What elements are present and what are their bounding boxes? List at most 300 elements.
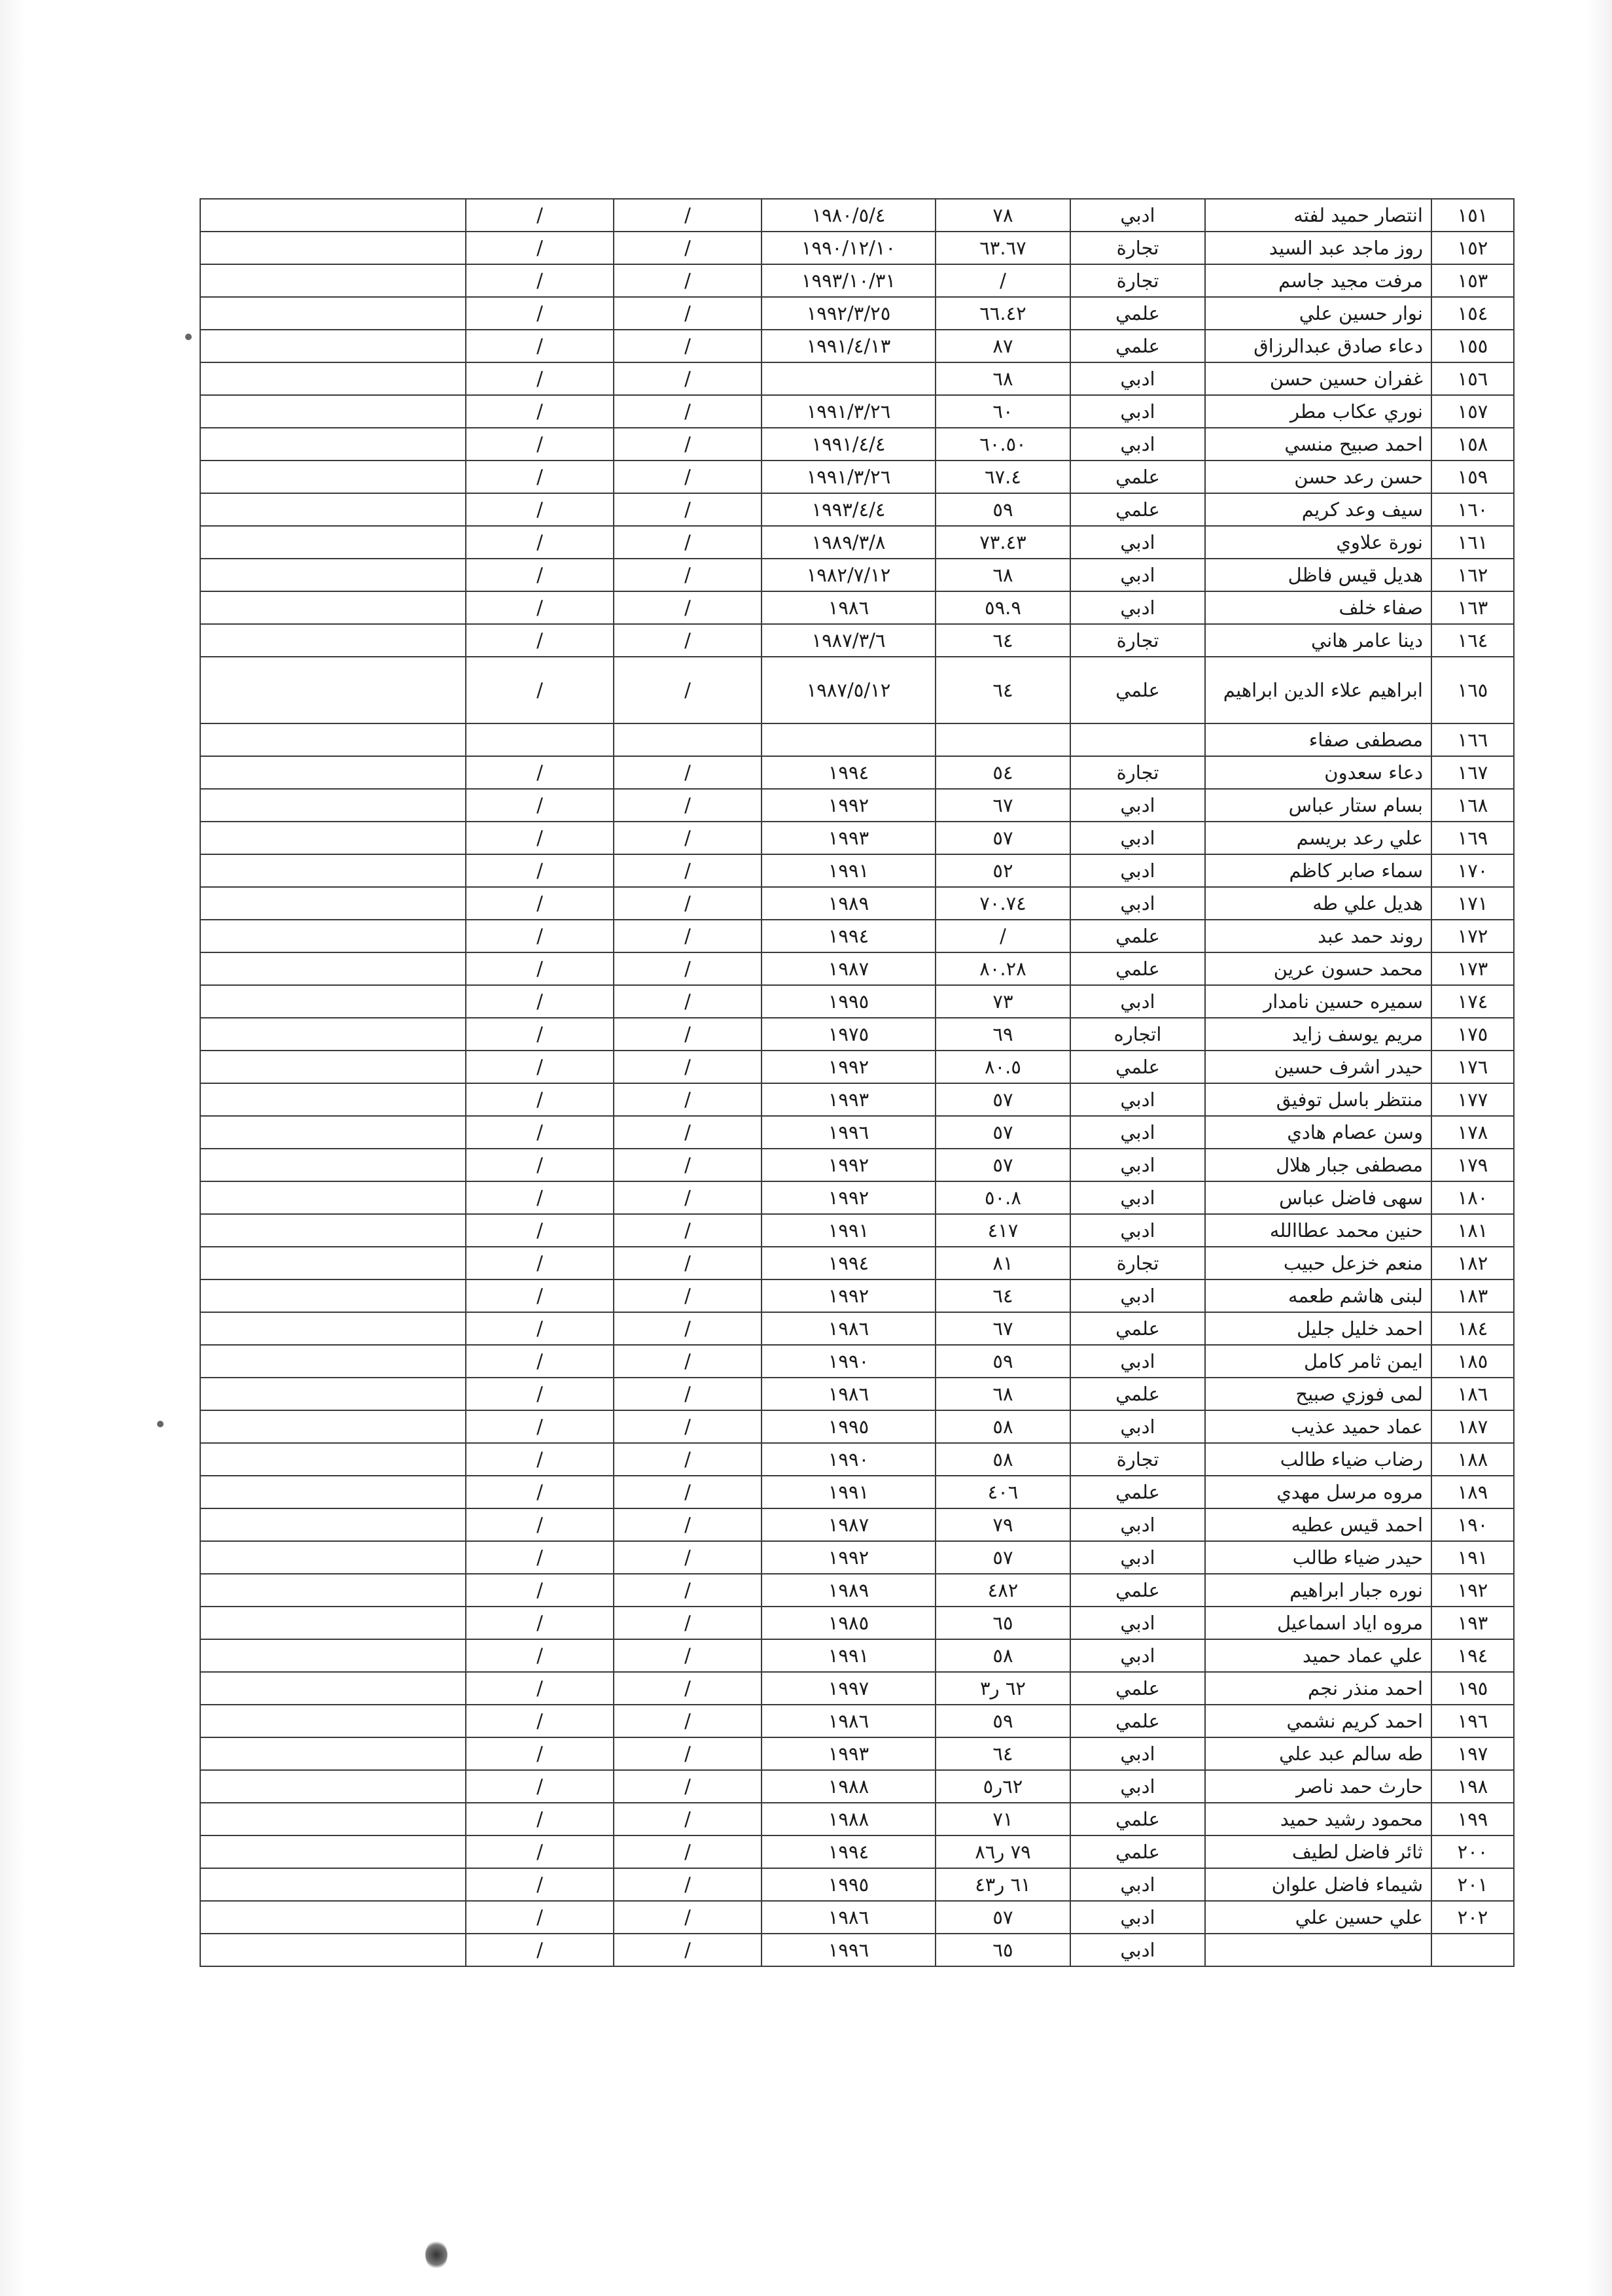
table-row — [200, 1345, 1514, 1378]
table-row — [200, 1083, 1514, 1116]
cell-empty — [200, 854, 466, 887]
cell-empty — [200, 297, 466, 330]
cell-grade: ٥٤ — [936, 756, 1070, 789]
cell-empty — [200, 1247, 466, 1279]
cell-grade: ٦٨ — [936, 559, 1070, 591]
cell-branch: ادبي — [1070, 1541, 1205, 1574]
cell-s1: / — [614, 1116, 762, 1149]
cell-s2: / — [466, 985, 614, 1018]
cell-name: سماء صابر كاظم — [1205, 854, 1431, 887]
cell-no: ١٧٨ — [1431, 1116, 1514, 1149]
cell-date: ١٩٨٧ — [762, 952, 936, 985]
cell-no: ١٦٦ — [1431, 723, 1514, 756]
cell-date — [762, 362, 936, 395]
cell-s2: / — [466, 1345, 614, 1378]
cell-s1: / — [614, 526, 762, 559]
table-row — [200, 591, 1514, 624]
cell-branch: ادبي — [1070, 1083, 1205, 1116]
cell-grade: ٥٧ — [936, 1541, 1070, 1574]
cell-branch: علمي — [1070, 952, 1205, 985]
cell-empty — [200, 1835, 466, 1868]
cell-name: دينا عامر هاني — [1205, 624, 1431, 657]
cell-empty — [200, 789, 466, 822]
cell-name: ثائر فاضل لطيف — [1205, 1835, 1431, 1868]
cell-name: احمد صبيح منسي — [1205, 428, 1431, 461]
table-row — [200, 1476, 1514, 1508]
cell-no: ١٩٣ — [1431, 1607, 1514, 1639]
cell-s1: / — [614, 1149, 762, 1181]
cell-branch: ادبي — [1070, 1410, 1205, 1443]
cell-no: ١٨٠ — [1431, 1181, 1514, 1214]
cell-s1: / — [614, 1770, 762, 1803]
table-row — [200, 723, 1514, 756]
cell-date: ١٩٨٦ — [762, 1312, 936, 1345]
cell-grade: ٦٤ — [936, 1737, 1070, 1770]
cell-grade: ٥٠.٨ — [936, 1181, 1070, 1214]
cell-no: ١٧٢ — [1431, 920, 1514, 952]
cell-no: ١٧٣ — [1431, 952, 1514, 985]
cell-grade: ٤٨٢ — [936, 1574, 1070, 1607]
cell-s2: / — [466, 1476, 614, 1508]
cell-date: ١٩٩٣ — [762, 1737, 936, 1770]
cell-s2: / — [466, 1574, 614, 1607]
cell-branch: علمي — [1070, 920, 1205, 952]
cell-no: ١٥٥ — [1431, 330, 1514, 362]
cell-grade: ٨٠.٥ — [936, 1051, 1070, 1083]
cell-date: ١٩٩١ — [762, 1476, 936, 1508]
cell-name: هديل علي طه — [1205, 887, 1431, 920]
table-row — [200, 559, 1514, 591]
cell-no: ١٧٦ — [1431, 1051, 1514, 1083]
cell-empty — [200, 1607, 466, 1639]
table-row — [200, 952, 1514, 985]
cell-empty — [200, 1083, 466, 1116]
cell-grade: ٨١ — [936, 1247, 1070, 1279]
cell-branch: ادبي — [1070, 199, 1205, 232]
cell-s2: / — [466, 1541, 614, 1574]
cell-branch — [1070, 723, 1205, 756]
cell-date: ١٩٩٥ — [762, 985, 936, 1018]
cell-name: حارث حمد ناصر — [1205, 1770, 1431, 1803]
cell-empty — [200, 1705, 466, 1737]
cell-name: روند حمد عبد — [1205, 920, 1431, 952]
cell-date: ١٩٩١/٣/٢٦ — [762, 461, 936, 493]
cell-s2: / — [466, 1083, 614, 1116]
cell-no: ١٦٢ — [1431, 559, 1514, 591]
cell-empty — [200, 756, 466, 789]
cell-branch: ادبي — [1070, 526, 1205, 559]
cell-empty — [200, 723, 466, 756]
cell-date: ١٩٩١ — [762, 1214, 936, 1247]
cell-no: ١٩٨ — [1431, 1770, 1514, 1803]
cell-s2: / — [466, 854, 614, 887]
cell-empty — [200, 493, 466, 526]
cell-date: ١٩٩١/٤/١٣ — [762, 330, 936, 362]
cell-no: ١٩٦ — [1431, 1705, 1514, 1737]
cell-grade: ٦٠ — [936, 395, 1070, 428]
table-row — [200, 1803, 1514, 1835]
cell-s1: / — [614, 1410, 762, 1443]
cell-s1: / — [614, 1639, 762, 1672]
cell-grade: ٧٣ — [936, 985, 1070, 1018]
table-row — [200, 1574, 1514, 1607]
cell-empty — [200, 1541, 466, 1574]
cell-empty — [200, 624, 466, 657]
cell-date: ١٩٩٠ — [762, 1345, 936, 1378]
cell-s2: / — [466, 395, 614, 428]
student-records-table-container — [200, 198, 1488, 2141]
cell-no: ١٨٩ — [1431, 1476, 1514, 1508]
cell-grade: ٥٩.٩ — [936, 591, 1070, 624]
cell-name: دعاء سعدون — [1205, 756, 1431, 789]
cell-name: روز ماجد عبد السيد — [1205, 232, 1431, 264]
cell-empty — [200, 1508, 466, 1541]
cell-grade: ٧٩ ر٨٦ — [936, 1835, 1070, 1868]
cell-name: هديل قيس فاظل — [1205, 559, 1431, 591]
cell-date: ١٩٩٢ — [762, 1051, 936, 1083]
cell-branch: علمي — [1070, 330, 1205, 362]
cell-name: نورة علاوي — [1205, 526, 1431, 559]
cell-branch: علمي — [1070, 297, 1205, 330]
cell-s2: / — [466, 1737, 614, 1770]
cell-branch: ادبي — [1070, 887, 1205, 920]
cell-name: علي رعد بريسم — [1205, 822, 1431, 854]
cell-name: سيف وعد كريم — [1205, 493, 1431, 526]
cell-name: حنين محمد عطاالله — [1205, 1214, 1431, 1247]
cell-name: احمد قيس عطيه — [1205, 1508, 1431, 1541]
cell-grade: ٥٩ — [936, 1345, 1070, 1378]
cell-date: ١٩٨٩ — [762, 1574, 936, 1607]
cell-branch: ادبي — [1070, 985, 1205, 1018]
cell-empty — [200, 1737, 466, 1770]
cell-name: احمد خليل جليل — [1205, 1312, 1431, 1345]
cell-date: ١٩٩٦ — [762, 1116, 936, 1149]
cell-no: ١٨٥ — [1431, 1345, 1514, 1378]
table-row — [200, 1835, 1514, 1868]
cell-date: ١٩٩٣ — [762, 1083, 936, 1116]
cell-grade: ٨٠.٢٨ — [936, 952, 1070, 985]
cell-no: ١٧٤ — [1431, 985, 1514, 1018]
cell-s1: / — [614, 854, 762, 887]
cell-no: ١٨٧ — [1431, 1410, 1514, 1443]
cell-empty — [200, 1149, 466, 1181]
cell-date: ١٩٩١/٣/٢٦ — [762, 395, 936, 428]
cell-s2: / — [466, 1934, 614, 1966]
cell-name: مصطفى صفاء — [1205, 723, 1431, 756]
cell-name: نوري عكاب مطر — [1205, 395, 1431, 428]
cell-date: ١٩٩٢ — [762, 1181, 936, 1214]
cell-s2: / — [466, 1443, 614, 1476]
cell-no: ١٨٣ — [1431, 1279, 1514, 1312]
table-row — [200, 1116, 1514, 1149]
cell-name: سهى فاضل عباس — [1205, 1181, 1431, 1214]
cell-s1: / — [614, 1214, 762, 1247]
cell-date: ١٩٩١ — [762, 854, 936, 887]
table-row — [200, 526, 1514, 559]
cell-empty — [200, 1443, 466, 1476]
cell-empty — [200, 985, 466, 1018]
cell-no: ١٩٧ — [1431, 1737, 1514, 1770]
cell-grade: ٥٩ — [936, 1705, 1070, 1737]
cell-branch: تجارة — [1070, 232, 1205, 264]
table-row — [200, 1508, 1514, 1541]
cell-branch: علمي — [1070, 657, 1205, 723]
cell-grade: ٦٦.٤٢ — [936, 297, 1070, 330]
cell-s2: / — [466, 362, 614, 395]
cell-branch: ادبي — [1070, 1116, 1205, 1149]
cell-date: ١٩٩٤ — [762, 920, 936, 952]
cell-name: نوار حسين علي — [1205, 297, 1431, 330]
cell-s2: / — [466, 1868, 614, 1901]
cell-branch: ادبي — [1070, 1607, 1205, 1639]
cell-grade: ٥٨ — [936, 1443, 1070, 1476]
cell-grade: ٦٧.٤ — [936, 461, 1070, 493]
cell-date: ١٩٩٢/٣/٢٥ — [762, 297, 936, 330]
cell-name: حسن رعد حسن — [1205, 461, 1431, 493]
table-row — [200, 493, 1514, 526]
cell-name: مرفت مجيد جاسم — [1205, 264, 1431, 297]
student-records-table — [200, 198, 1515, 1967]
cell-no: ١٩٤ — [1431, 1639, 1514, 1672]
cell-no: ١٦٣ — [1431, 591, 1514, 624]
table-row — [200, 1737, 1514, 1770]
cell-grade: / — [936, 264, 1070, 297]
cell-no: ١٦٧ — [1431, 756, 1514, 789]
cell-no: ١٨٨ — [1431, 1443, 1514, 1476]
cell-s1: / — [614, 1018, 762, 1051]
cell-s2: / — [466, 1018, 614, 1051]
cell-s2 — [466, 723, 614, 756]
cell-empty — [200, 952, 466, 985]
cell-empty — [200, 1934, 466, 1966]
cell-branch: ادبي — [1070, 1181, 1205, 1214]
cell-s1: / — [614, 1672, 762, 1705]
table-row — [200, 1672, 1514, 1705]
cell-empty — [200, 1868, 466, 1901]
cell-empty — [200, 1476, 466, 1508]
cell-branch: علمي — [1070, 1672, 1205, 1705]
cell-branch: ادبي — [1070, 1934, 1205, 1966]
cell-grade: ٦٧ — [936, 1312, 1070, 1345]
cell-empty — [200, 1279, 466, 1312]
cell-empty — [200, 461, 466, 493]
cell-branch: ادبي — [1070, 1737, 1205, 1770]
cell-empty — [200, 362, 466, 395]
cell-no: ١٦٩ — [1431, 822, 1514, 854]
cell-branch: علمي — [1070, 1378, 1205, 1410]
cell-s1: / — [614, 1312, 762, 1345]
table-row — [200, 789, 1514, 822]
table-row — [200, 854, 1514, 887]
table-row — [200, 1214, 1514, 1247]
cell-name: وسن عصام هادي — [1205, 1116, 1431, 1149]
cell-s2: / — [466, 297, 614, 330]
cell-name: دعاء صادق عبدالرزاق — [1205, 330, 1431, 362]
cell-grade: ٧١ — [936, 1803, 1070, 1835]
cell-s2: / — [466, 1639, 614, 1672]
cell-no: ١٥٩ — [1431, 461, 1514, 493]
table-row — [200, 1312, 1514, 1345]
cell-branch: علمي — [1070, 1705, 1205, 1737]
cell-s2: / — [466, 493, 614, 526]
cell-s2: / — [466, 789, 614, 822]
cell-date: ١٩٩٧ — [762, 1672, 936, 1705]
cell-branch: تجارة — [1070, 756, 1205, 789]
cell-branch: ادبي — [1070, 789, 1205, 822]
cell-s2: / — [466, 1149, 614, 1181]
table-row — [200, 1639, 1514, 1672]
cell-s2: / — [466, 1672, 614, 1705]
cell-name: علي حسين علي — [1205, 1901, 1431, 1934]
cell-no: ١٦٠ — [1431, 493, 1514, 526]
cell-s2: / — [466, 1378, 614, 1410]
table-row — [200, 624, 1514, 657]
cell-s2: / — [466, 199, 614, 232]
cell-no: ١٨٦ — [1431, 1378, 1514, 1410]
table-row — [200, 1018, 1514, 1051]
cell-empty — [200, 1116, 466, 1149]
cell-branch: علمي — [1070, 461, 1205, 493]
cell-name: ابراهيم علاء الدين ابراهيم — [1205, 657, 1431, 723]
cell-date: ١٩٨٧/٣/٦ — [762, 624, 936, 657]
cell-s2: / — [466, 1705, 614, 1737]
cell-s1: / — [614, 1378, 762, 1410]
cell-date: ١٩٨٥ — [762, 1607, 936, 1639]
table-row — [200, 657, 1514, 723]
cell-no: ١٨٢ — [1431, 1247, 1514, 1279]
cell-grade: ٥٩ — [936, 493, 1070, 526]
cell-empty — [200, 1639, 466, 1672]
cell-s2: / — [466, 1247, 614, 1279]
cell-s1: / — [614, 264, 762, 297]
cell-branch: ادبي — [1070, 1279, 1205, 1312]
cell-empty — [200, 887, 466, 920]
cell-name: مروه اياد اسماعيل — [1205, 1607, 1431, 1639]
cell-branch: تجارة — [1070, 624, 1205, 657]
cell-branch: تجارة — [1070, 1247, 1205, 1279]
cell-date: ١٩٨٧ — [762, 1508, 936, 1541]
table-row — [200, 985, 1514, 1018]
cell-s1: / — [614, 789, 762, 822]
cell-date: ١٩٩٥ — [762, 1410, 936, 1443]
cell-date: ١٩٩٠/١٢/١٠ — [762, 232, 936, 264]
table-row — [200, 1705, 1514, 1737]
cell-s2: / — [466, 822, 614, 854]
cell-empty — [200, 330, 466, 362]
cell-no: ٢٠٠ — [1431, 1835, 1514, 1868]
cell-s1: / — [614, 1443, 762, 1476]
cell-branch: ادبي — [1070, 362, 1205, 395]
cell-branch: تجارة — [1070, 1443, 1205, 1476]
cell-no: ١٩١ — [1431, 1541, 1514, 1574]
table-row — [200, 1770, 1514, 1803]
cell-grade: ٦٥ — [936, 1607, 1070, 1639]
cell-name: شيماء فاضل علوان — [1205, 1868, 1431, 1901]
cell-s2: / — [466, 428, 614, 461]
table-row — [200, 1149, 1514, 1181]
cell-grade: ٧٩ — [936, 1508, 1070, 1541]
cell-grade: / — [936, 920, 1070, 952]
cell-branch: ادبي — [1070, 395, 1205, 428]
cell-empty — [200, 1312, 466, 1345]
cell-no: ٢٠٢ — [1431, 1901, 1514, 1934]
cell-s2: / — [466, 756, 614, 789]
cell-empty — [200, 1410, 466, 1443]
cell-empty — [200, 264, 466, 297]
cell-s1: / — [614, 1508, 762, 1541]
cell-grade: ٦٠.٥٠ — [936, 428, 1070, 461]
table-row — [200, 1410, 1514, 1443]
cell-s2: / — [466, 624, 614, 657]
cell-date: ١٩٧٥ — [762, 1018, 936, 1051]
cell-name: منتظر باسل توفيق — [1205, 1083, 1431, 1116]
cell-s1: / — [614, 1803, 762, 1835]
cell-name: مريم يوسف زايد — [1205, 1018, 1431, 1051]
cell-no: ١٥١ — [1431, 199, 1514, 232]
cell-name: حيدر اشرف حسين — [1205, 1051, 1431, 1083]
cell-grade — [936, 723, 1070, 756]
cell-date: ١٩٩٣/١٠/٣١ — [762, 264, 936, 297]
cell-empty — [200, 1672, 466, 1705]
cell-s2: / — [466, 1214, 614, 1247]
cell-grade: ٦٢ر٥ — [936, 1770, 1070, 1803]
cell-grade: ٥٧ — [936, 1116, 1070, 1149]
cell-empty — [200, 822, 466, 854]
cell-s1: / — [614, 1345, 762, 1378]
cell-branch: ادبي — [1070, 1901, 1205, 1934]
cell-empty — [200, 1901, 466, 1934]
cell-branch: اتجاره — [1070, 1018, 1205, 1051]
cell-grade: ٦٤ — [936, 657, 1070, 723]
cell-date: ١٩٨٦ — [762, 1901, 936, 1934]
cell-s1: / — [614, 985, 762, 1018]
cell-name: بسام ستار عباس — [1205, 789, 1431, 822]
cell-name: سميره حسين نامدار — [1205, 985, 1431, 1018]
cell-name: لبنى هاشم طعمه — [1205, 1279, 1431, 1312]
cell-branch: علمي — [1070, 493, 1205, 526]
cell-name: لمى فوزي صبيح — [1205, 1378, 1431, 1410]
cell-s1: / — [614, 1934, 762, 1966]
cell-s2: / — [466, 1279, 614, 1312]
cell-empty — [200, 1181, 466, 1214]
cell-s1: / — [614, 1181, 762, 1214]
cell-date: ١٩٨٠/٥/٤ — [762, 199, 936, 232]
cell-empty — [200, 395, 466, 428]
cell-s1: / — [614, 232, 762, 264]
cell-s1: / — [614, 1279, 762, 1312]
cell-date: ١٩٩٤ — [762, 1247, 936, 1279]
cell-date: ١٩٩٠ — [762, 1443, 936, 1476]
cell-s2: / — [466, 1803, 614, 1835]
cell-date: ١٩٩٢ — [762, 1279, 936, 1312]
cell-branch: علمي — [1070, 1312, 1205, 1345]
cell-no: ١٧٥ — [1431, 1018, 1514, 1051]
cell-date: ١٩٩٢ — [762, 1149, 936, 1181]
cell-s1: / — [614, 657, 762, 723]
cell-s2: / — [466, 1312, 614, 1345]
cell-name: غفران حسين حسن — [1205, 362, 1431, 395]
cell-name: مروه مرسل مهدي — [1205, 1476, 1431, 1508]
cell-grade: ٥٧ — [936, 1149, 1070, 1181]
cell-name: طه سالم عبد علي — [1205, 1737, 1431, 1770]
cell-s2: / — [466, 1901, 614, 1934]
cell-no: ١٥٢ — [1431, 232, 1514, 264]
cell-empty — [200, 1378, 466, 1410]
cell-no: ١٧٧ — [1431, 1083, 1514, 1116]
cell-s1: / — [614, 1835, 762, 1868]
cell-name: رضاب ضياء طالب — [1205, 1443, 1431, 1476]
table-body — [200, 199, 1514, 1966]
